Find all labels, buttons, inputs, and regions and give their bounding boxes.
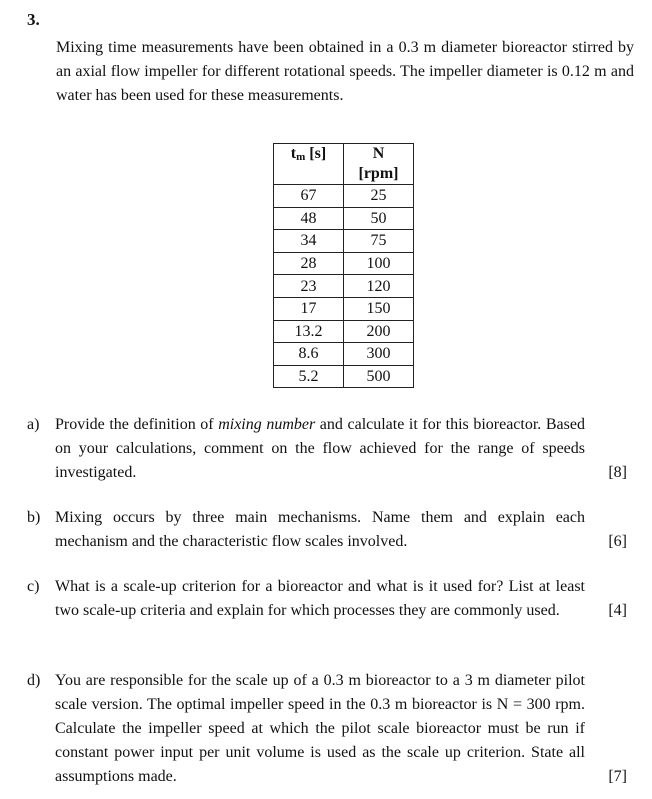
cell-n: 500: [344, 365, 414, 388]
cell-tm: 13.2: [274, 320, 344, 343]
cell-tm: 5.2: [274, 365, 344, 388]
part-b-text: Mixing occurs by three main mechanisms. Name them and explain each mechanism and the characteristic flow scales involved.: [55, 509, 585, 550]
mixing-time-table: [273, 143, 414, 388]
header-mixing-time: [274, 144, 344, 185]
part-b: [27, 506, 627, 554]
header-n-unit: [rpm]: [358, 165, 399, 182]
cell-n: 120: [344, 275, 414, 298]
part-a-term: mixing number: [218, 416, 316, 433]
part-b-label: b): [27, 509, 41, 526]
table-header-row: [274, 144, 414, 185]
cell-n: 150: [344, 297, 414, 320]
question-number: 3.: [27, 10, 40, 29]
table-row: [274, 320, 414, 343]
header-tm-symbol: t: [290, 145, 297, 162]
header-tm-unit: [s]: [309, 145, 327, 162]
cell-n: 300: [344, 343, 414, 366]
part-d-text: You are responsible for the scale up of a 0.3 m bioreactor to a 3 m diameter pilot scale version. The optimal impeller speed in the 0.3 m bioreactor is N = 300 rpm. Calculate the impeller speed at which the pilot scale bioreactor must be run if constant power input per unit volume is used as the scale up criterion. State all assumptions made.: [55, 672, 585, 785]
part-a-label: a): [27, 416, 40, 433]
table-row: [274, 207, 414, 230]
table-row: [274, 275, 414, 298]
part-a-text: [55, 413, 585, 485]
part-c-marks: [4]: [608, 602, 627, 619]
cell-n: 100: [344, 252, 414, 275]
table-row: [274, 185, 414, 208]
table-row: [274, 230, 414, 253]
cell-n: 200: [344, 320, 414, 343]
header-tm-subscript: m: [296, 151, 306, 163]
part-a: [27, 413, 627, 485]
part-c: [27, 575, 627, 623]
header-n-symbol: N: [372, 145, 385, 162]
part-c-text: What is a scale-up criterion for a bioreactor and what is it used for? List at least two scale-up criteria and explain for which processes they are commonly used.: [55, 578, 585, 619]
part-a-text-post: and calculate it for this bioreactor. Based on your calculations, comment on the flow achieved for the range of speeds investigated.: [55, 416, 585, 481]
cell-tm: 23: [274, 275, 344, 298]
question-intro: Mixing time measurements have been obtained in a 0.3 m diameter bioreactor stirred by an axial flow impeller for different rotational speeds. The impeller diameter is 0.12 m and water has been used for these measurements.: [56, 39, 634, 104]
cell-tm: 48: [274, 207, 344, 230]
cell-tm: 8.6: [274, 343, 344, 366]
table-row: [274, 252, 414, 275]
cell-tm: 34: [274, 230, 344, 253]
table-row: [274, 343, 414, 366]
part-c-label: c): [27, 578, 40, 595]
cell-tm: 67: [274, 185, 344, 208]
part-b-marks: [6]: [608, 533, 627, 550]
table-row: [274, 365, 414, 388]
cell-tm: 28: [274, 252, 344, 275]
cell-n: 75: [344, 230, 414, 253]
part-d: [27, 669, 627, 789]
cell-tm: 17: [274, 297, 344, 320]
table-row: [274, 297, 414, 320]
cell-n: 25: [344, 185, 414, 208]
part-a-text-pre: Provide the definition of: [55, 416, 219, 433]
cell-n: 50: [344, 207, 414, 230]
part-d-marks: [7]: [608, 768, 627, 785]
part-a-marks: [8]: [608, 464, 627, 481]
part-d-label: d): [27, 672, 41, 689]
header-speed: [344, 144, 414, 185]
